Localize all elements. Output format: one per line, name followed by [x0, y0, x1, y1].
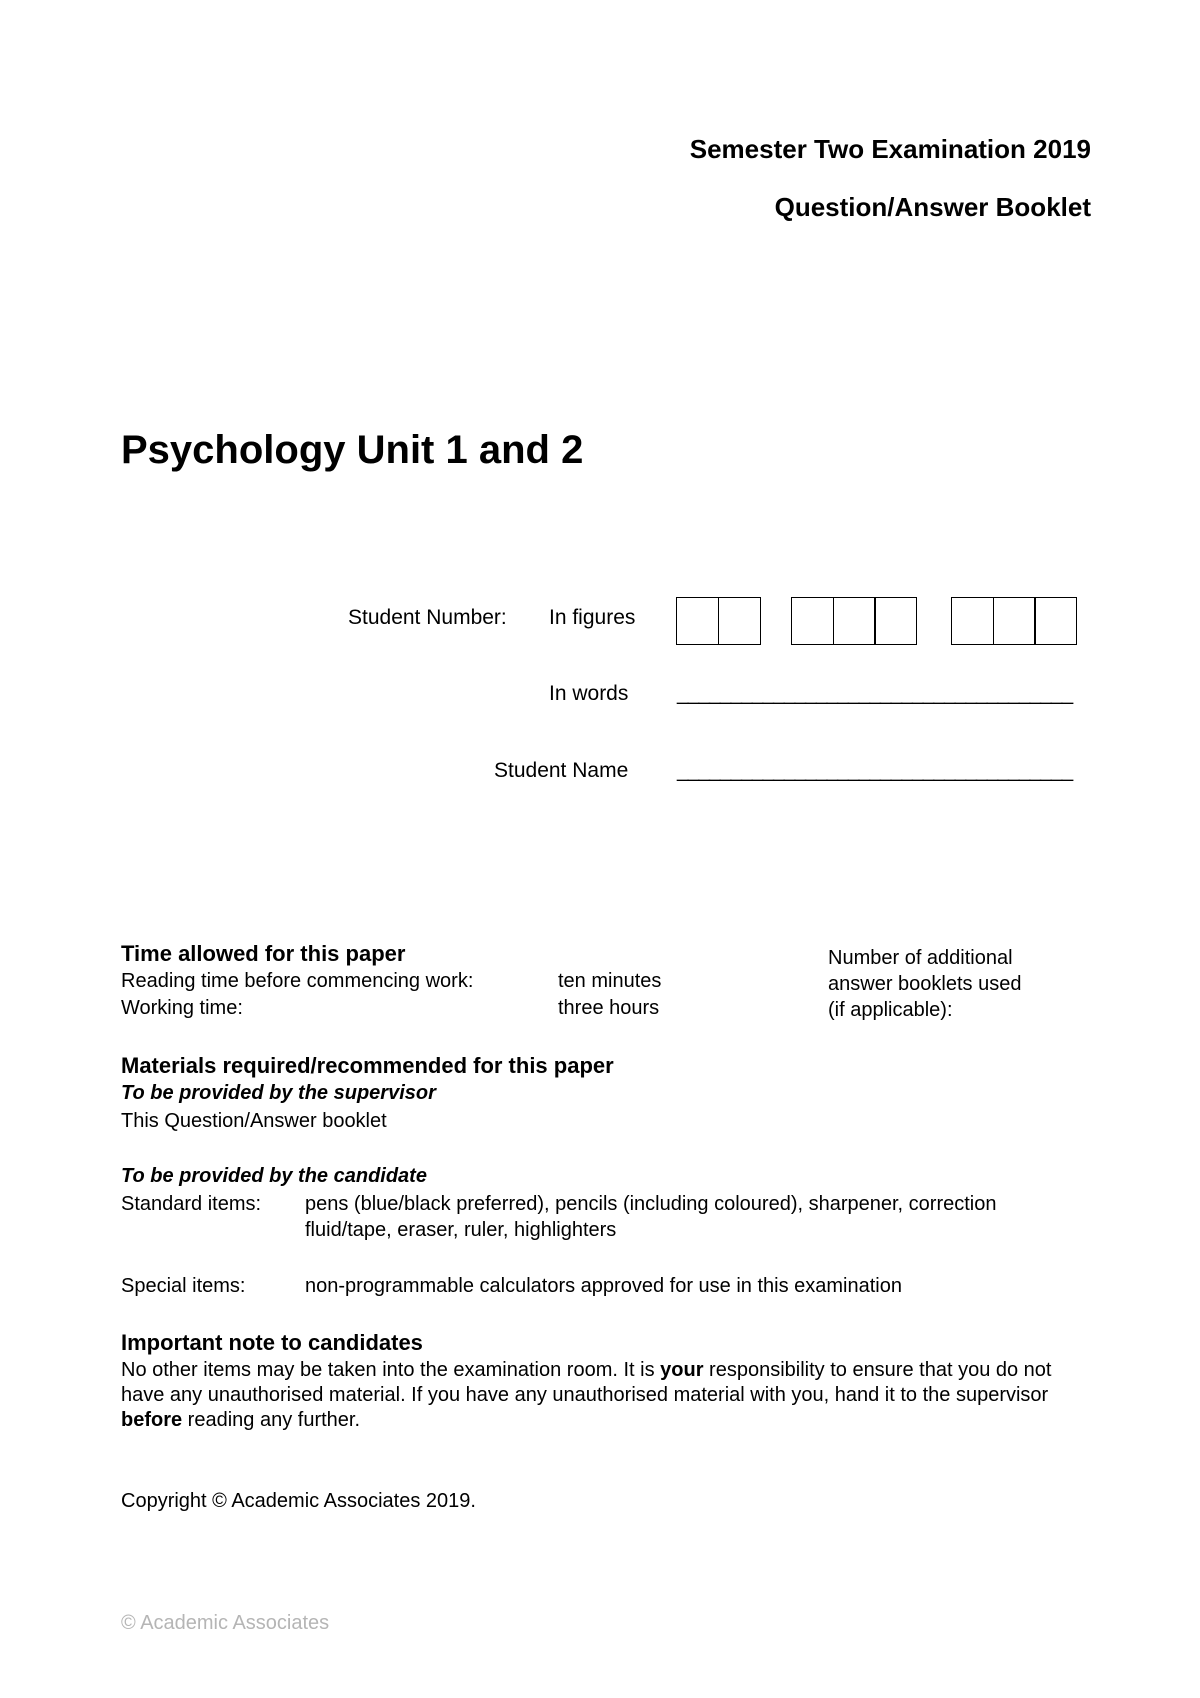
digit-box[interactable] [951, 597, 994, 645]
reading-time-label: Reading time before commencing work: [121, 970, 474, 992]
supervisor-item: This Question/Answer booklet [121, 1110, 387, 1132]
important-note-heading: Important note to candidates [121, 1330, 423, 1355]
booklet-title: Question/Answer Booklet [774, 192, 1091, 222]
student-name-label: Student Name [494, 759, 629, 782]
note-emphasis-your: your [660, 1359, 704, 1381]
reading-time-value: ten minutes [558, 970, 662, 992]
digit-box[interactable] [833, 597, 876, 645]
note-text-part: reading any further. [182, 1409, 361, 1431]
working-time-value: three hours [558, 997, 660, 1019]
note-emphasis-before: before [121, 1409, 183, 1431]
important-note-text [121, 1358, 1096, 1433]
digit-box[interactable] [676, 597, 719, 645]
note-text-part: responsibility to ensure that you do not have any unauthorised material. If you have any unauthorised material with you, hand it to the supervisor [121, 1359, 1052, 1406]
materials-heading: Materials required/recommended for this paper [121, 1053, 614, 1078]
digit-box[interactable] [1034, 597, 1077, 645]
student-number-group-1[interactable] [676, 597, 759, 645]
digit-box[interactable] [791, 597, 834, 645]
student-number-label: Student Number: [348, 606, 507, 629]
digit-box[interactable] [718, 597, 761, 645]
student-number-group-2[interactable] [791, 597, 916, 645]
working-time-label: Working time: [121, 997, 243, 1019]
in-words-line[interactable]: _____________________________________ [677, 682, 1073, 705]
time-heading: Time allowed for this paper [121, 941, 406, 966]
standard-items-label: Standard items: [121, 1193, 262, 1215]
digit-box[interactable] [993, 597, 1036, 645]
additional-booklets-line2: answer booklets used [828, 973, 1022, 995]
standard-items-line1: pens (blue/black preferred), pencils (including coloured), sharpener, correction [305, 1193, 997, 1215]
special-items-label: Special items: [121, 1275, 246, 1297]
note-text-part: No other items may be taken into the examination room. It is [121, 1359, 661, 1381]
copyright-notice: Copyright © Academic Associates 2019. [121, 1490, 476, 1512]
student-number-group-3[interactable] [951, 597, 1076, 645]
in-figures-label: In figures [549, 606, 636, 629]
digit-box[interactable] [874, 597, 917, 645]
exam-title: Semester Two Examination 2019 [689, 134, 1091, 164]
subject-title: Psychology Unit 1 and 2 [121, 428, 584, 472]
watermark: © Academic Associates [121, 1612, 330, 1634]
special-items-value: non-programmable calculators approved for use in this examination [305, 1275, 902, 1297]
student-name-line[interactable]: _____________________________________ [677, 759, 1073, 782]
candidate-heading: To be provided by the candidate [121, 1165, 427, 1187]
standard-items-line2: fluid/tape, eraser, ruler, highlighters [305, 1219, 617, 1241]
in-words-label: In words [549, 682, 629, 705]
supervisor-heading: To be provided by the supervisor [121, 1082, 436, 1104]
additional-booklets-line1: Number of additional [828, 947, 1013, 969]
additional-booklets-line3: (if applicable): [828, 999, 953, 1021]
